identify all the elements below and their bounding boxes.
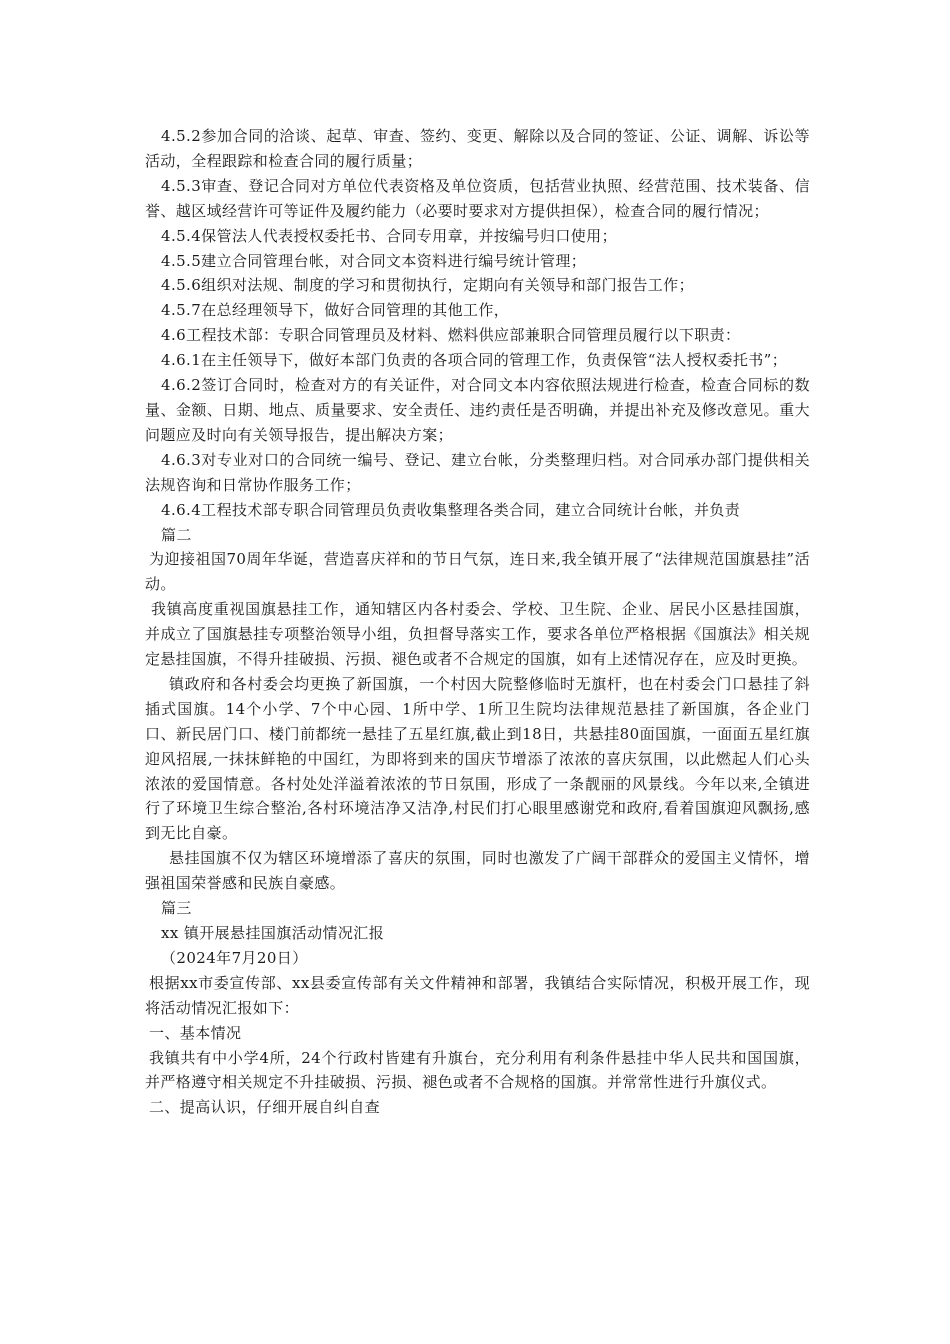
- clause-4-5-7: 4.5.7在总经理领导下，做好合同管理的其他工作，: [161, 301, 510, 320]
- subheading-basic-situation: 一、基本情况: [149, 1023, 242, 1042]
- clause-4-6-4: 4.6.4工程技术部专职合同管理员负责收集整理各类合同，建立合同统计台帐，并负责: [161, 500, 741, 519]
- clause-4-5-5: 4.5.5建立合同管理台帐，对合同文本资料进行编号统计管理；: [161, 251, 587, 270]
- subheading-self-inspection: 二、提高认识，仔细开展自纠自查: [149, 1098, 381, 1117]
- clause-4-5-6: 4.5.6组织对法规、制度的学习和贯彻执行，定期向有关领导和部门报告工作；: [161, 276, 694, 295]
- paragraph: 我镇共有中小学4所，24个行政村皆建有升旗台，充分利用有利条件悬挂中华人民共和国国旗，并严格遵守相关规定不升挂破损、污损、褪色或者不合规格的国旗。并常常性进行升旗仪式。: [145, 1048, 810, 1092]
- paragraph: 镇政府和各村委会均更换了新国旗，一个村因大院整修临时无旗杆，也在村委会门口悬挂了斜插式国旗。14个小学、7个中心园、1所中学、1所卫生院均法律规范悬挂了新国旗，各企业门口、新民居门口、楼门前都统一悬挂了五星红旗,截止到18日，共悬挂80面国旗，一面面五星红旗迎风招展,一抹抹鲜艳的中国红，为即将到来的国庆节增添了浓浓的喜庆氛围，以此燃起人们心头浓浓的爱国情意。各村处处洋溢着浓浓的节日氛围，形成了一条靓丽的风景线。今年以来,全镇进行了环境卫生综合整治,各村环境洁净又洁净,村民们打心眼里感谢党和政府,看着国旗迎风飘扬,感到无比自豪。: [145, 674, 810, 843]
- clause-4-5-4: 4.5.4保管法人代表授权委托书、合同专用章，并按编号归口使用；: [161, 226, 617, 245]
- paragraph: 悬挂国旗不仅为辖区环境增添了喜庆的氛围，同时也激发了广阔干部群众的爱国主义情怀，增强祖国荣誉感和民族自豪感。: [145, 849, 810, 893]
- clause-4-5-3: 4.5.3审查、登记合同对方单位代表资格及单位资质，包括营业执照、经营范围、技术装备、信誉、越区域经营许可等证件及履约能力（必要时要求对方提供担保），检查合同的履行情况；: [145, 176, 810, 220]
- paragraph: 我镇高度重视国旗悬挂工作，通知辖区内各村委会、学校、卫生院、企业、居民小区悬挂国旗，并成立了国旗悬挂专项整治领导小组，负担督导落实工作，要求各单位严格根据《国旗法》相关规定悬挂国旗，不得升挂破损、污损、褪色或者不合规定的国旗，如有上述情况存在，应及时更换。: [145, 600, 810, 669]
- section-heading-pian3: 篇三: [161, 899, 192, 918]
- paragraph: 根据xx市委宣传部、xx县委宣传部有关文件精神和部署，我镇结合实际情况，积极开展工作，现将活动情况汇报如下：: [145, 973, 810, 1017]
- report-title: xx 镇开展悬挂国旗活动情况汇报: [161, 924, 385, 942]
- clause-4-6-1: 4.6.1在主任领导下，做好本部门负责的各项合同的管理工作，负责保管“法人授权委托书”；: [161, 351, 788, 370]
- clause-4-6: 4.6工程技术部：专职合同管理员及材料、燃料供应部兼职合同管理员履行以下职责：: [161, 326, 741, 345]
- section-heading-pian2: 篇二: [161, 525, 192, 544]
- clause-4-6-2: 4.6.2签订合同时，检查对方的有关证件，对合同文本内容依照法规进行检查，检查合同标的数量、金额、日期、地点、质量要求、安全责任、违约责任是否明确，并提出补充及修改意见。重大问题应及时向有关领导报告，提出解决方案；: [145, 376, 810, 444]
- clause-4-6-3: 4.6.3对专业对口的合同统一编号、登记、建立台帐，分类整理归档。对合同承办部门提供相关法规咨询和日常协作服务工作；: [145, 450, 810, 494]
- report-date: （2024年7月20日）: [161, 948, 308, 967]
- paragraph: 为迎接祖国70周年华诞，营造喜庆祥和的节日气氛，连日来,我全镇开展了“法律规范国旗悬挂”活动。: [145, 550, 810, 594]
- clause-4-5-2: 4.5.2参加合同的洽谈、起草、审查、签约、变更、解除以及合同的签证、公证、调解、诉讼等活动，全程跟踪和检查合同的履行质量；: [145, 127, 810, 170]
- document-body: [145, 124, 810, 1120]
